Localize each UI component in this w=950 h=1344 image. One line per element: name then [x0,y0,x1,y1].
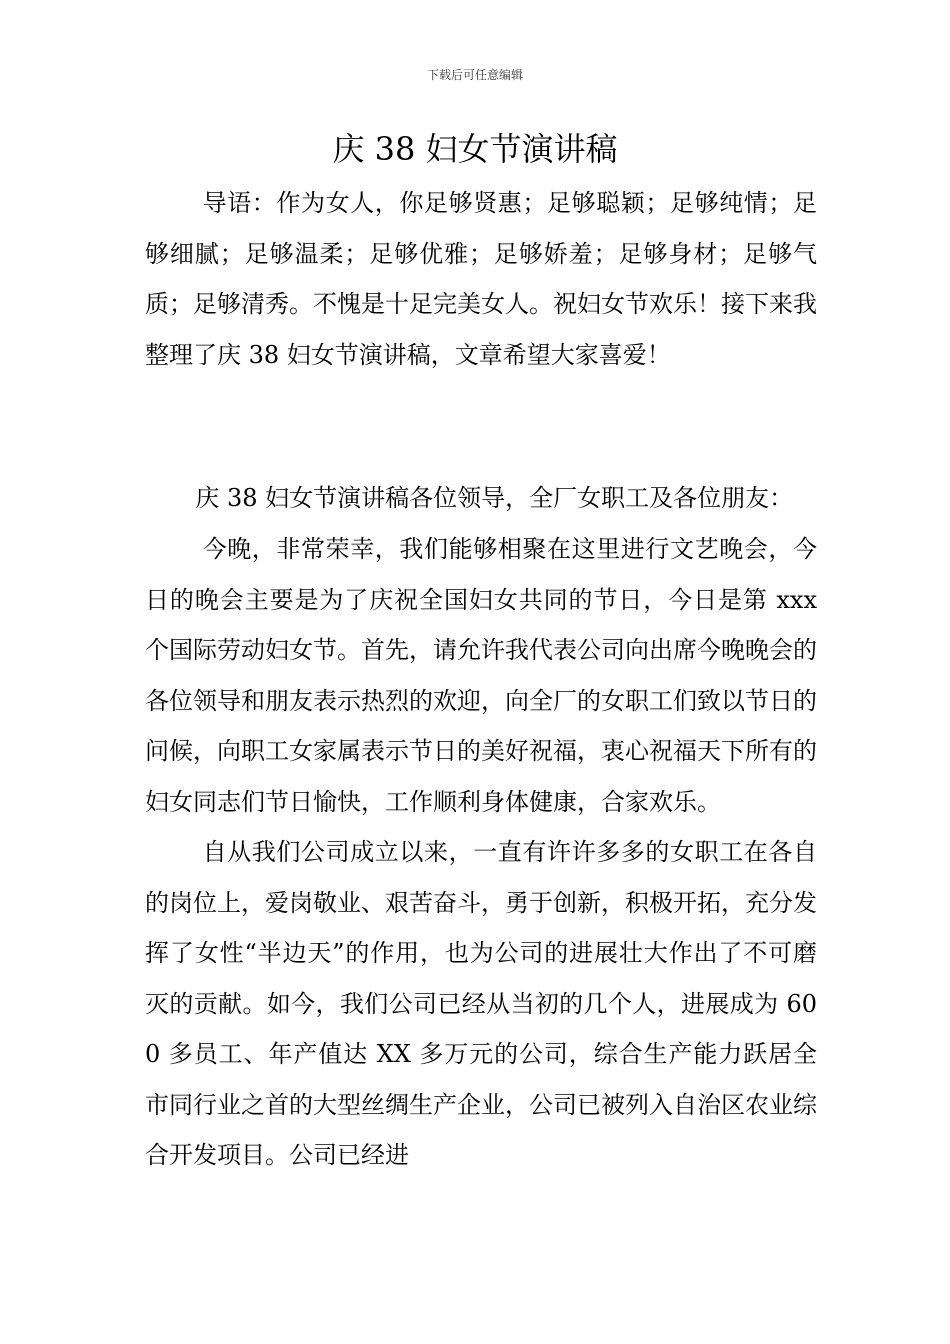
body-paragraph: 今晚，非常荣幸，我们能够相聚在这里进行文艺晚会，今日的晚会主要是为了庆祝全国妇女共同的节日，今日是第 xxx 个国际劳动妇女节。首先，请允许我代表公司向出席今晚晚会的各位领导和朋友表示热烈的欢迎，向全厂的女职工们致以节日的问候，向职工女家属表示节日的美好祝福，衷心祝福天下所有的妇女同志们节日愉快，工作顺利身体健康，合家欢乐。 [145,535,817,816]
body-paragraph: 自从我们公司成立以来，一直有许许多多的女职工在各自的岗位上，爱岗敬业、艰苦奋斗，勇于创新，积极开拓，充分发挥了女性“半边天”的作用，也为公司的进展壮大作出了不可磨灭的贡献。如今，我们公司已经从当初的几个人，进展成为 600 多员工、年产值达 XX 多万元的公司，综合生产能力跃居全市同行业之首的大型丝绸生产企业，公司已被列入自治区农业综合开发项目。公司已经进 [145,838,817,1169]
document-title: 庆 38 妇女节演讲稿 [332,130,618,168]
intro-section [145,178,817,380]
intro-paragraph: 导语：作为女人，你足够贤惠；足够聪颖；足够纯情；足够细腻；足够温柔；足够优雅；足够娇羞；足够身材；足够气质；足够清秀。不愧是十足完美女人。祝妇女节欢乐！接下来我整理了庆 38 妇女节演讲稿，文章希望大家喜爱！ [145,189,817,369]
header-note: 下载后可任意编辑 [426,68,523,82]
salutation-line: 庆 38 妇女节演讲稿各位领导，全厂女职工及各位朋友： [195,484,794,512]
speech-body [145,524,817,1181]
salutation-section [145,473,817,524]
